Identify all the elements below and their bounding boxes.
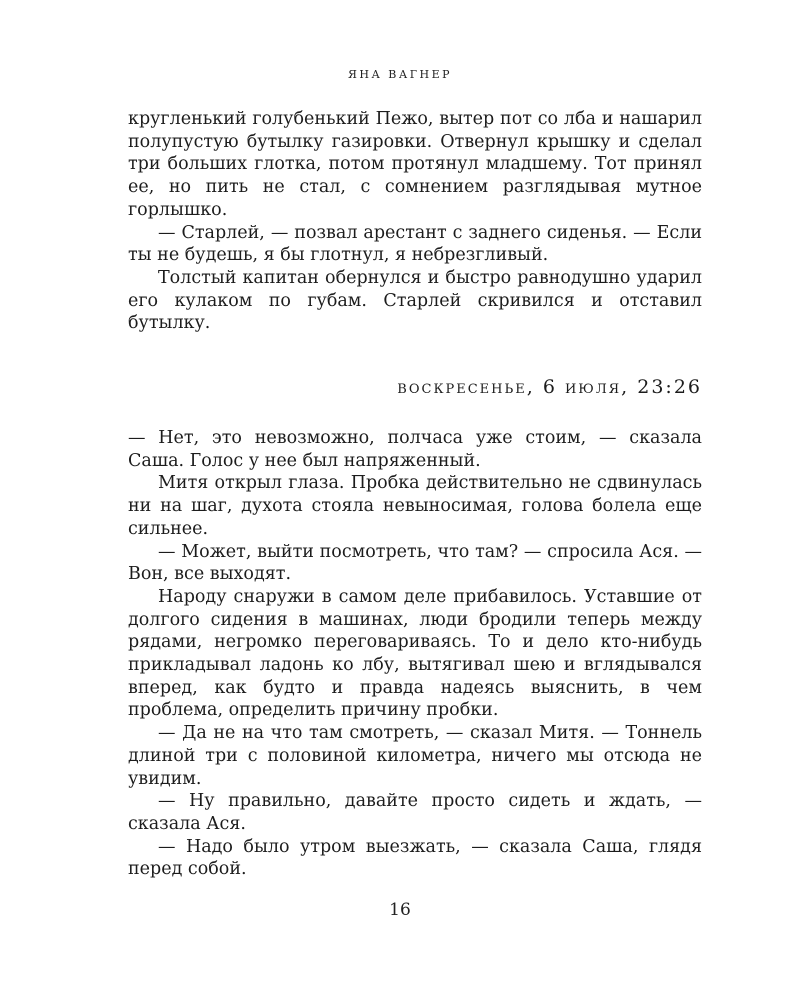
page-number: 16 [389,900,411,920]
section-heading: воскресенье, 6 июля, 23:26 [397,376,702,398]
paragraph: — Надо было утром выезжать, — сказала Саша, глядя перед собой. [128,836,702,880]
paragraph: — Старлей, — позвал арестант с заднего сиденья. — Если ты не будешь, я бы глотнул, я небрезгливый. [128,222,702,266]
paragraph: Митя открыл глаза. Пробка действительно не сдвинулась ни на шаг, духота стояла невыносимая, голова болела еще сильнее. [128,473,702,539]
text-block-1 [128,108,702,335]
paragraph: — Нет, это невозможно, полчаса уже стоим, — сказала Саша. Голос у нее был напряженный. [128,428,702,471]
running-head: ЯНА ВАГНЕР [347,68,453,81]
paragraph: кругленький голубенький Пежо, вытер пот со лба и нашарил полупустую бутылку газировки. Отвернул крышку и сделал три больших глотка, потом протянул младшему. Тот принял ее, но пить не стал, с сомнением разглядывая мутное горлышко. [128,109,702,220]
paragraph: — Может, выйти посмотреть, что там? — спросила Ася. — Вон, все выходят. [128,541,702,585]
paragraph: Народу снаружи в самом деле прибавилось. Уставшие от долгого сидения в машинах, люди бродили теперь между рядами, негромко переговариваясь. То и дело кто-нибудь прикладывал ладонь ко лбу, вытягивал шею и вглядывался вперед, как будто и правда надеясь выяснить, в чем проблема, определить причину пробки. [128,586,702,721]
paragraph: Толстый капитан обернулся и быстро равнодушно ударил его кулаком по губам. Старлей скривился и отставил бутылку. [128,267,702,334]
text-block-2 [128,427,702,881]
paragraph: — Да не на что там смотреть, — сказал Митя. — Тоннель длиной три с половиной километра, ничего мы отсюда не увидим. [128,723,702,789]
paragraph: — Ну правильно, давайте просто сидеть и ждать, — сказала Ася. [128,791,702,834]
